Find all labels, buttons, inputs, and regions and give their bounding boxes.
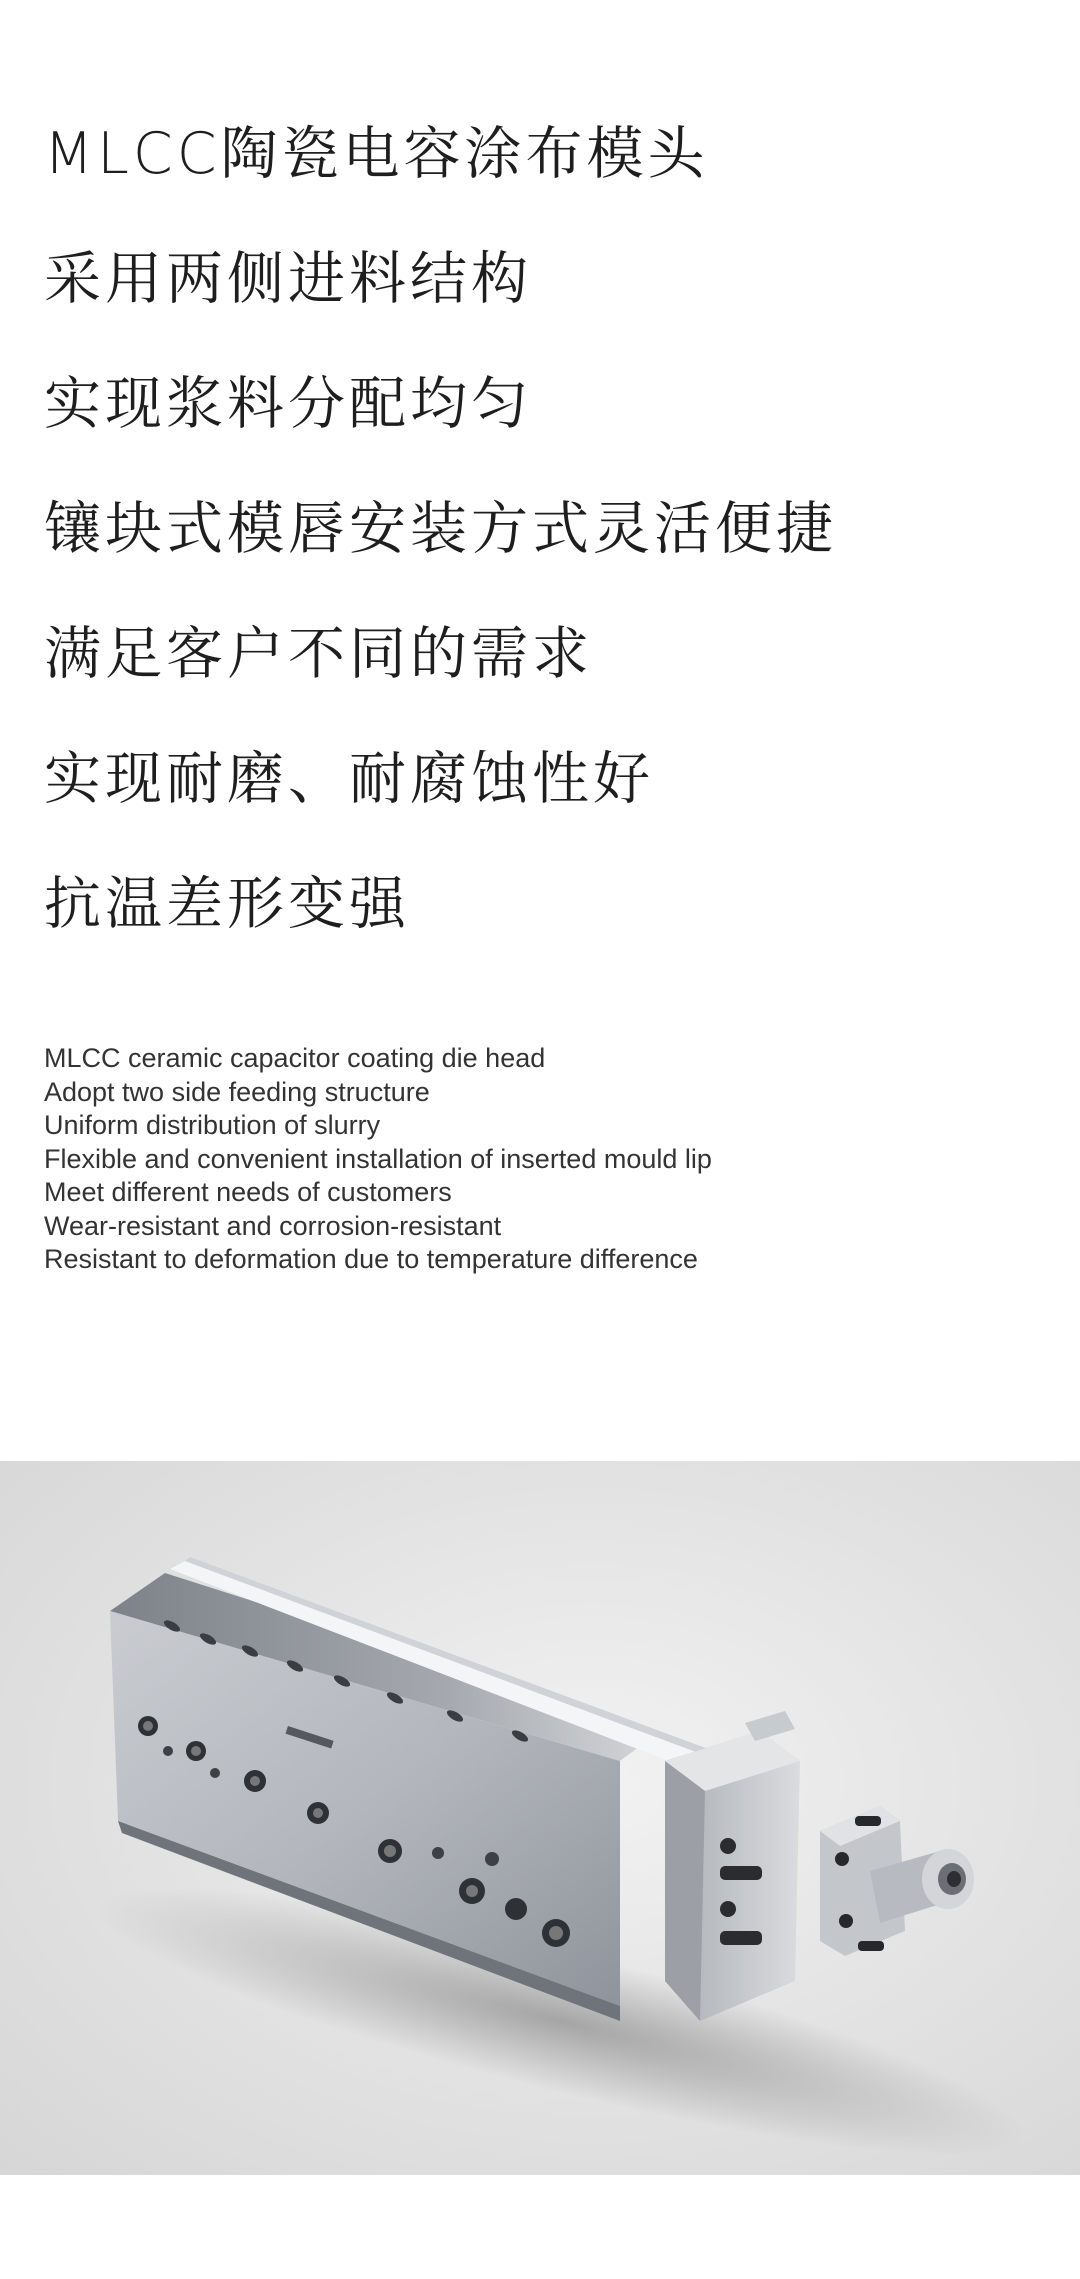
en-feature-line: Resistant to deformation due to temperature difference (44, 1244, 698, 1274)
en-feature-line: Flexible and convenient installation of inserted mould lip (44, 1143, 712, 1174)
cn-feature-line: 抗温差形变强 (44, 871, 410, 937)
cn-feature-line: 满足客户不同的需求 (44, 621, 593, 687)
chinese-feature-list (44, 120, 1044, 995)
en-title: MLCC ceramic capacitor coating die head (44, 1043, 546, 1073)
product-photo (0, 1461, 1080, 2175)
en-feature-line: Wear-resistant and corrosion-resistant (44, 1210, 502, 1241)
cn-feature-line: 采用两侧进料结构 (44, 246, 532, 312)
coating-die-head-icon (0, 1461, 1080, 2175)
en-feature-line: Meet different needs of customers (44, 1177, 452, 1207)
english-feature-list (44, 1042, 1044, 1277)
en-feature-line: Adopt two side feeding structure (44, 1076, 430, 1107)
en-feature-line: Uniform distribution of slurry (44, 1110, 381, 1140)
cn-feature-line: 镶块式模唇安装方式灵活便捷 (44, 496, 837, 562)
cn-feature-line: 实现耐磨、耐腐蚀性好 (44, 746, 654, 812)
cn-title: MLCC陶瓷电容涂布模头 (44, 121, 709, 187)
cn-feature-line: 实现浆料分配均匀 (44, 371, 532, 437)
